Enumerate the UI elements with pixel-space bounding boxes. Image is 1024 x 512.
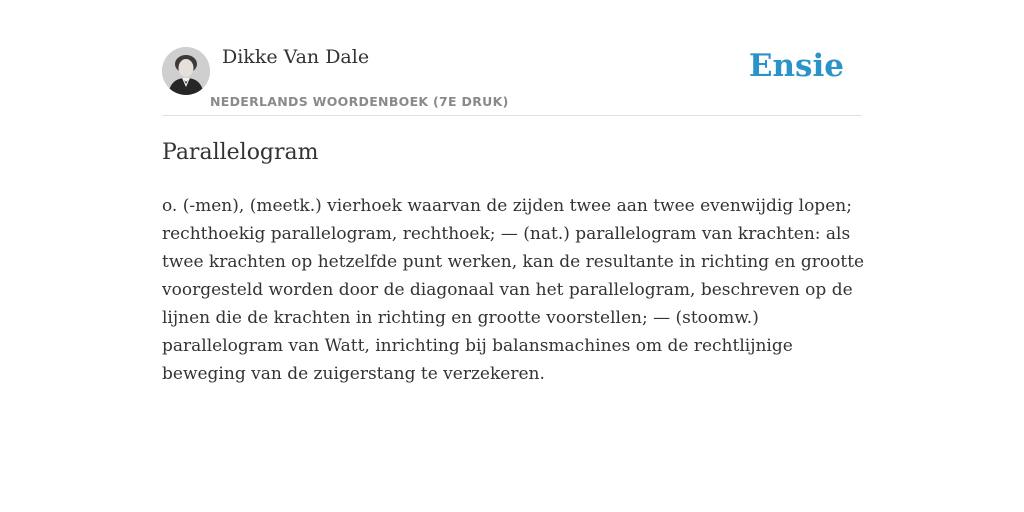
- portrait-photo-icon: [162, 47, 210, 95]
- entry-definition: [162, 192, 865, 388]
- definition-line: o. (-men), (meetk.) vierhoek waarvan de zijden twee aan twee evenwijdig lopen;: [162, 196, 852, 216]
- definition-line: parallelogram van Watt, inrichting bij balansmachines om de rechtlijnige: [162, 336, 793, 356]
- author-avatar[interactable]: [162, 47, 210, 95]
- author-name[interactable]: Dikke Van Dale: [222, 46, 370, 68]
- definition-line: beweging van de zuigerstang te verzekeren.: [162, 364, 545, 384]
- header: [162, 44, 862, 116]
- definition-line: twee krachten op hetzelfde punt werken, kan de resultante in richting en grootte: [162, 252, 865, 272]
- entry-term: Parallelogram: [162, 140, 319, 165]
- definition-line: rechthoekig parallelogram, rechthoek; — (nat.) parallelogram van krachten: als: [162, 224, 851, 244]
- definition-line: lijnen die de krachten in richting en grootte voorstellen; — (stoomw.): [162, 308, 759, 328]
- dictionary-source[interactable]: NEDERLANDS WOORDENBOEK (7E DRUK): [210, 94, 509, 109]
- brand-logo[interactable]: Ensie: [748, 48, 844, 84]
- definition-line: voorgesteld worden door de diagonaal van het parallelogram, beschreven op de: [162, 280, 853, 300]
